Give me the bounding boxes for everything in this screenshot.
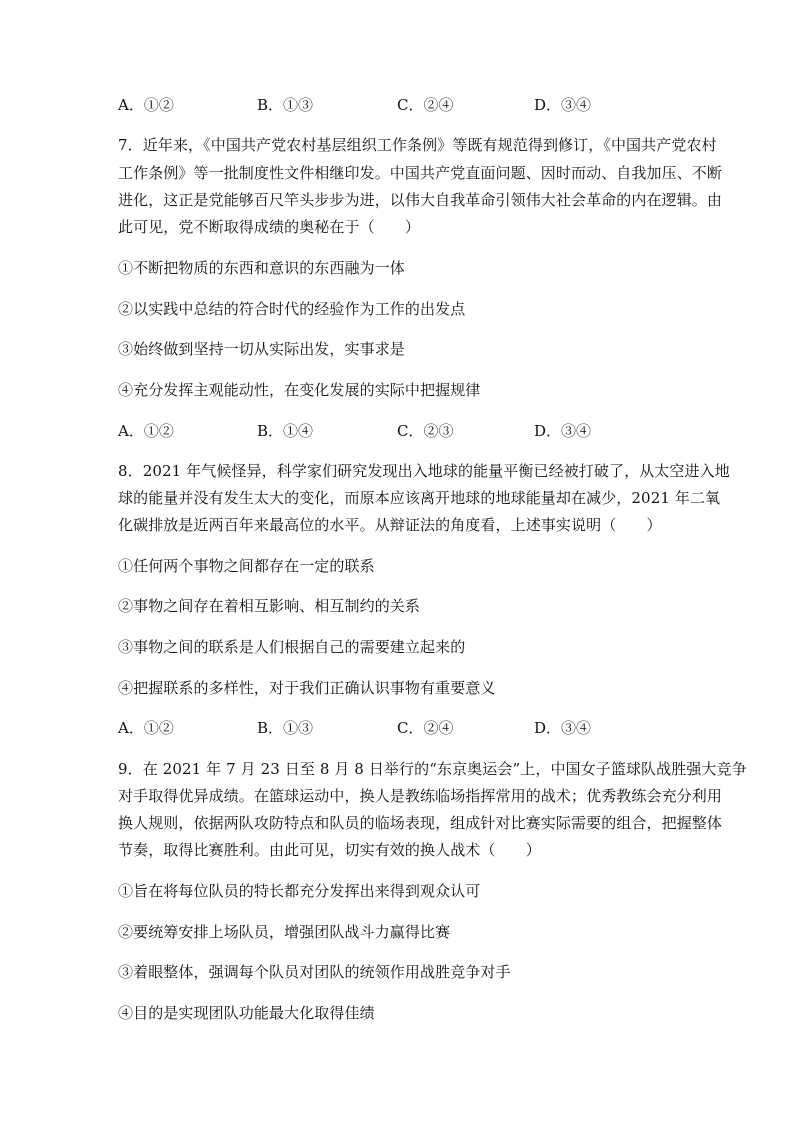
q7-statement-2: ②以实践中总结的符合时代的经验作为工作的出发点 (118, 300, 466, 318)
q9-stem-line-3: 换人规则，依据两队攻防特点和队员的临场表现，组成针对比赛实际需要的组合，把握整体 (118, 814, 723, 832)
q8-option-b: B．①③ (257, 719, 314, 737)
q8-statement-1: ①任何两个事物之间都存在一定的联系 (118, 557, 375, 575)
q8-option-d: D．③④ (534, 719, 592, 737)
q7-option-d: D．③④ (534, 422, 592, 440)
q7-options (118, 421, 678, 441)
q7-stem-line-4: 此可见，党不断取得成绩的奥秘在于（ ） (118, 218, 421, 236)
q9-stem-line-1: 9．在 2021 年 7 月 23 日至 8 月 8 日举行的“东京奥运会”上，中国女子篮球队战胜强大竞争 (118, 760, 747, 778)
q6-options (118, 95, 678, 115)
q7-statement-3: ③始终做到坚持一切从实际出发，实事求是 (118, 340, 405, 358)
q9-statement-3: ③着眼整体，强调每个队员对团队的统领作用战胜竞争对手 (118, 963, 511, 981)
q6-option-b: B．①③ (257, 96, 314, 114)
q6-option-d: D．③④ (534, 96, 592, 114)
q6-option-c: C．②④ (397, 96, 454, 114)
q9-statement-4: ④目的是实现团队功能最大化取得佳绩 (118, 1004, 375, 1022)
q9-stem-line-2: 对手取得优异成绩。在篮球运动中，换人是教练临场指挥常用的战术；优秀教练会充分利用 (118, 787, 723, 805)
q7-option-c: C．②③ (397, 422, 454, 440)
q7-stem-line-3: 进化，这正是党能够百尺竿头步步为进，以伟大自我革命引领伟大社会革命的内在逻辑。由 (118, 191, 723, 209)
q8-stem-line-1: 8．2021 年气候怪异，科学家们研究发现出入地球的能量平衡已经被打破了，从太空进入地 (118, 462, 730, 480)
q8-option-c: C．②④ (397, 719, 454, 737)
q7-stem-line-1: 7．近年来，《中国共产党农村基层组织工作条例》等既有规范得到修订，《中国共产党农村 (118, 136, 717, 154)
q8-statement-3: ③事物之间的联系是人们根据自己的需要建立起来的 (118, 638, 466, 656)
q7-statement-4: ④充分发挥主观能动性，在变化发展的实际中把握规律 (118, 381, 481, 399)
q8-option-a: A．①② (118, 719, 174, 737)
q8-options (118, 718, 678, 738)
q8-stem-line-2: 球的能量并没有发生太大的变化，而原本应该离开地球的地球能量却在减少，2021 年二氧 (118, 489, 721, 507)
q7-option-b: B．①④ (257, 422, 314, 440)
q9-stem-line-4: 节奏，取得比赛胜利。由此可见，切实有效的换人战术（ ） (118, 841, 541, 859)
q8-stem-line-3: 化碳排放是近两百年来最高位的水平。从辩证法的角度看，上述事实说明（ ） (118, 516, 662, 534)
q8-statement-2: ②事物之间存在着相互影响、相互制约的关系 (118, 597, 421, 615)
q7-stem-line-2: 工作条例》等一批制度性文件相继印发。中国共产党直面问题、因时而动、自我加压、不断 (118, 164, 723, 182)
q9-statement-2: ②要统筹安排上场队员，增强团队战斗力赢得比赛 (118, 923, 451, 941)
q7-option-a: A．①② (118, 422, 174, 440)
q7-statement-1: ①不断把物质的东西和意识的东西融为一体 (118, 259, 405, 277)
q8-statement-4: ④把握联系的多样性，对于我们正确认识事物有重要意义 (118, 679, 496, 697)
q6-option-a: A．①② (118, 96, 174, 114)
q9-statement-1: ①旨在将每位队员的特长都充分发挥出来得到观众认可 (118, 882, 481, 900)
